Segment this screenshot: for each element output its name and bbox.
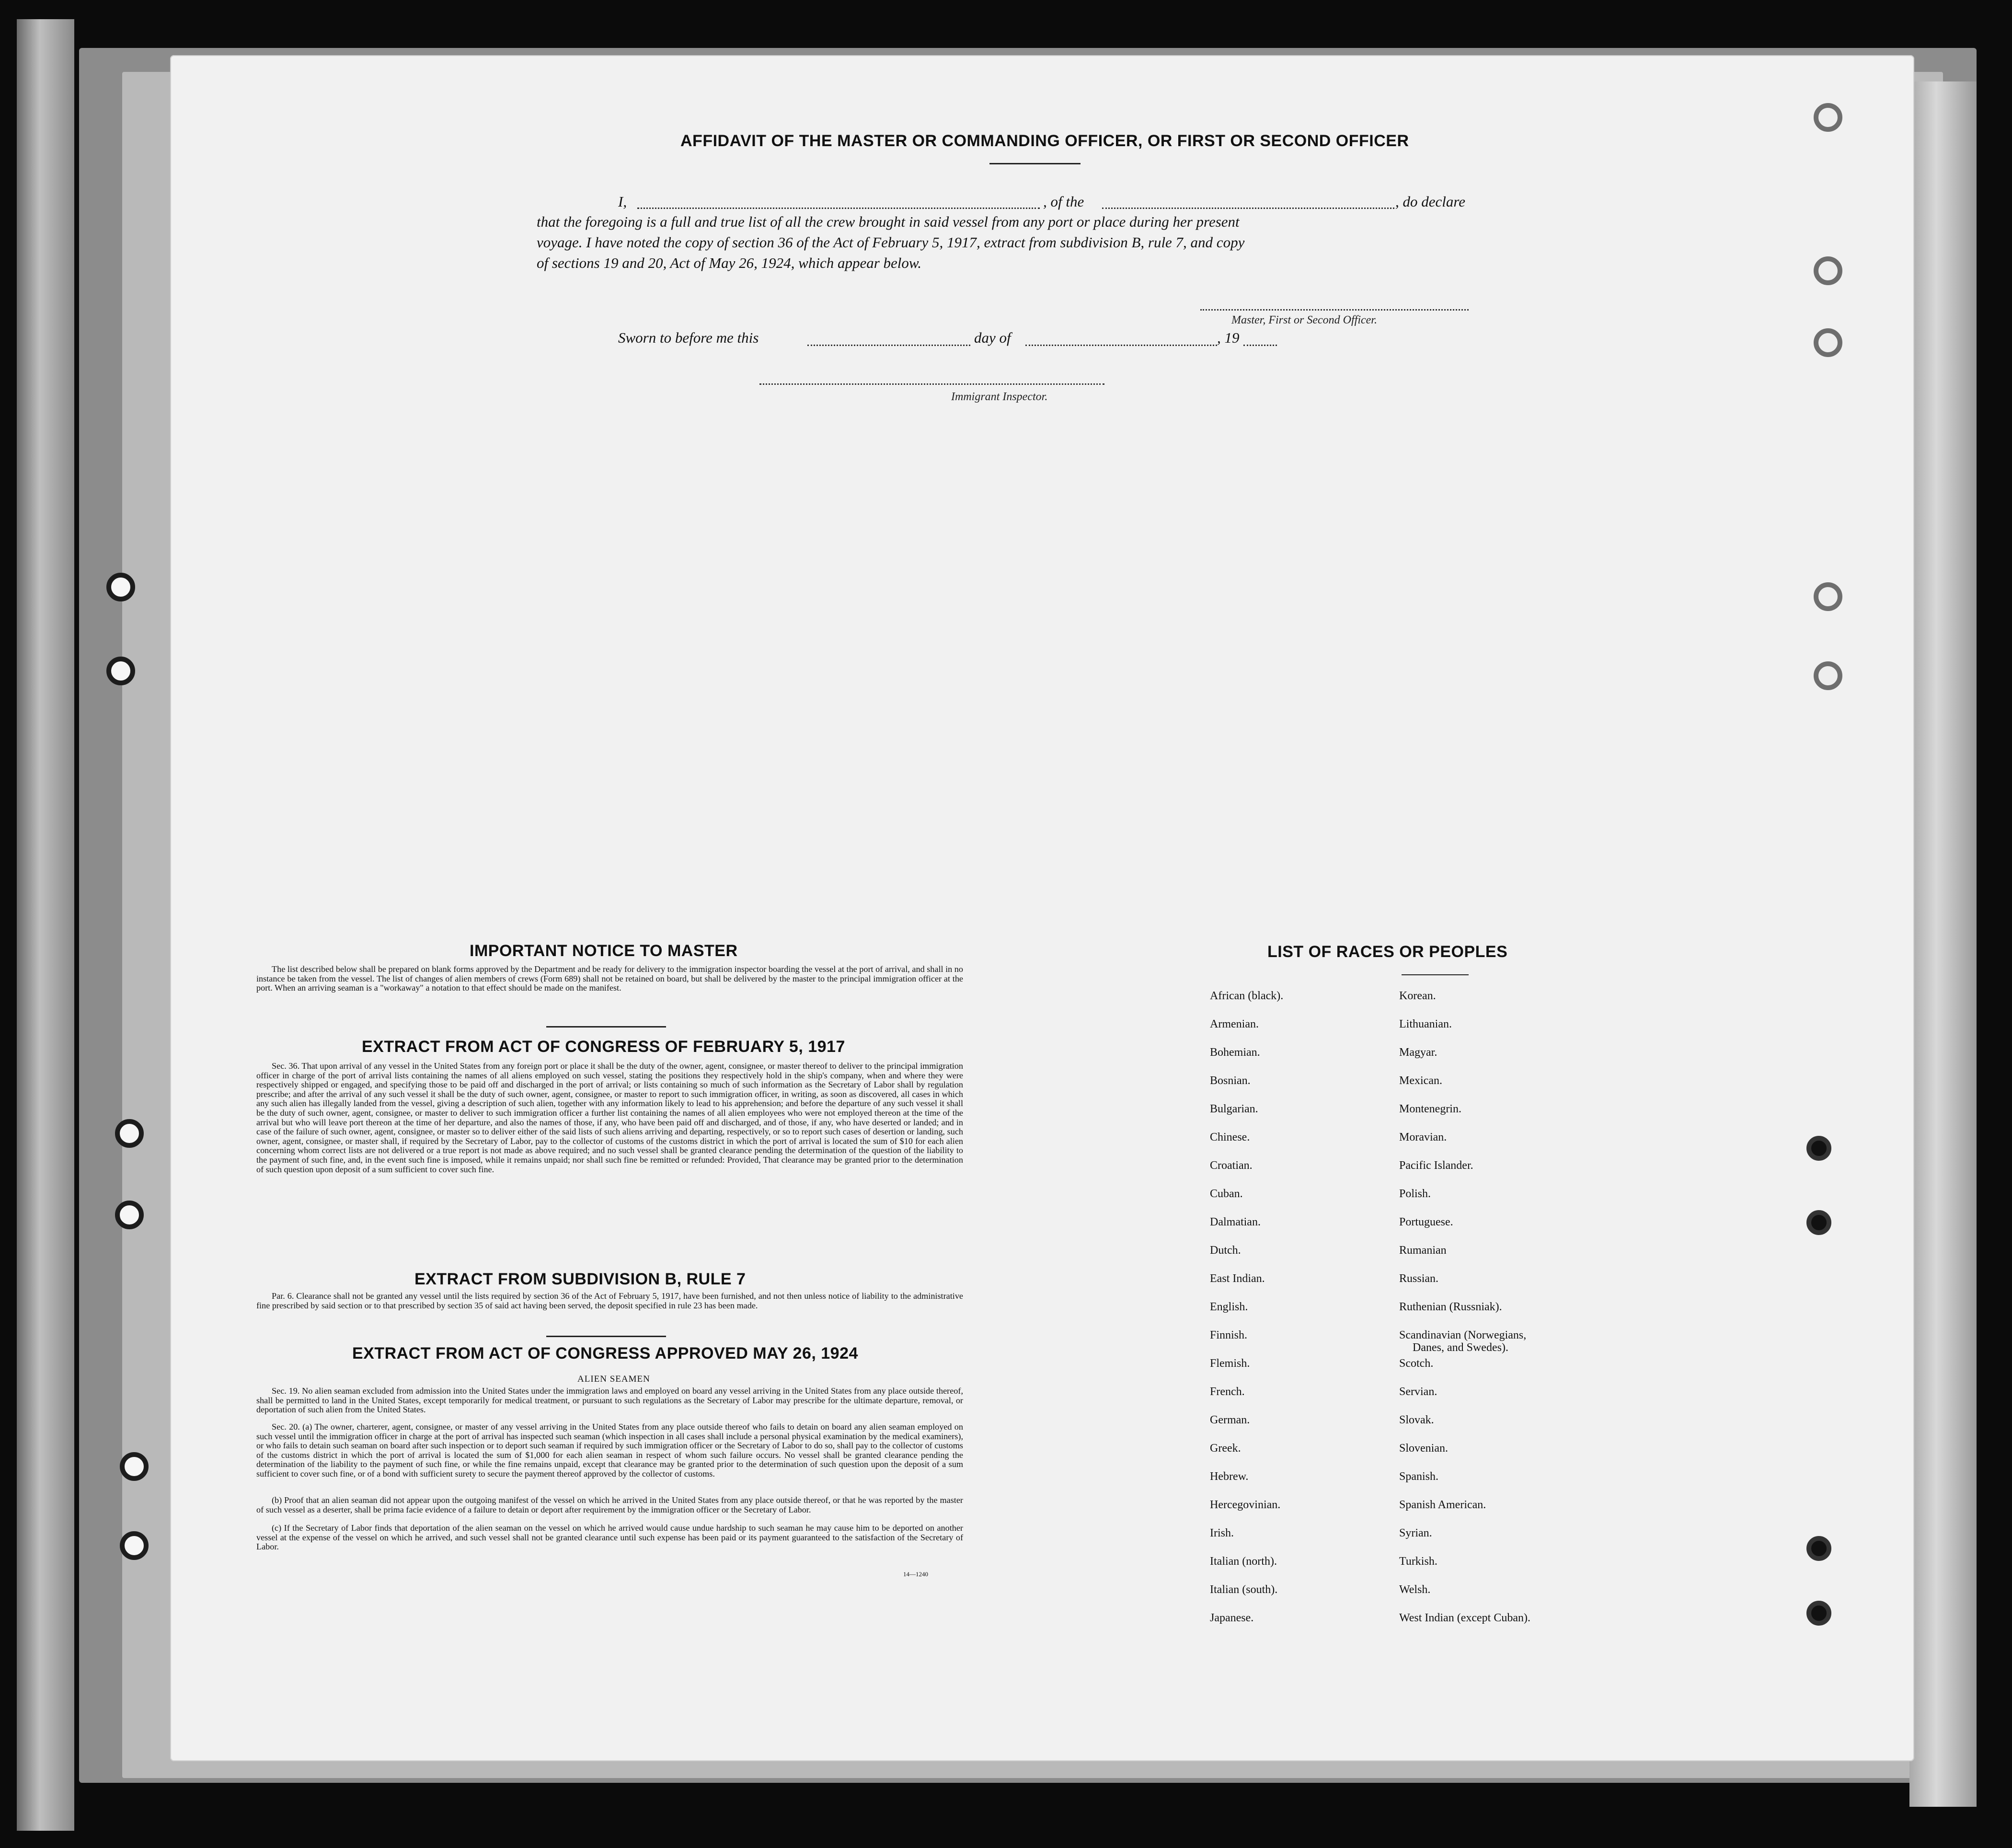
race-item: Italian (south).	[1210, 1583, 1278, 1596]
race-item: Hebrew.	[1210, 1470, 1249, 1483]
binder-hole	[115, 1119, 144, 1148]
race-item: Finnish.	[1210, 1329, 1248, 1341]
race-item: Mexican.	[1399, 1074, 1442, 1087]
extract-rule7-text: Par. 6. Clearance shall not be granted any vessel until the lists required by section 36 of the Act of February 5, 1917, have been furnished, and not then unless notice of liability to the administrative fine prescribed by said section or to that prescribed by section 35 of said act having been served, the deposit specified in rule 23 has been made.	[256, 1291, 963, 1310]
binder-hole	[106, 573, 135, 601]
blank-month[interactable]	[1025, 345, 1217, 346]
form-number: 14—1240	[903, 1571, 928, 1578]
divider	[989, 163, 1081, 164]
sec20a-text: Sec. 20. (a) The owner, charterer, agent, consignee, or master of any vessel arriving in the United States from any place outside thereof who fails to detain on board any alien seaman employed on such vessel until the immigration officer in charge at the port of arrival has inspected such seaman (which inspection in all cases shall include a personal physical examination by the medical examiners), or who fails to detain such seaman on board after such inspection or to deport such seaman if required by such immigration officer or the Secretary of Labor to do so, shall pay to the collector of customs of the customs district in which the port of arrival is located the sum of $1,000 for each alien seaman in respect of whom such failure occurs. No vessel shall be granted clearance pending the determination of the liability to the payment of such fine, or while the fine remains unpaid, except that clearance may be granted prior to the determination of such question upon the deposit of a sum sufficient to cover such fine, or of a bond with sufficient surety to secure the payment thereof approved by the collector of customs.	[256, 1422, 963, 1478]
affidavit-do-declare: , do declare	[1395, 193, 1466, 210]
race-item: Magyar.	[1399, 1046, 1437, 1059]
binder-hole	[106, 657, 135, 685]
extract-1917-text: Sec. 36. That upon arrival of any vessel in the United States from any foreign port or place it shall be the duty of the owner, agent, consignee, or master thereof to deliver to the principal immigration officer in charge of the port of arrival lists containing the names of all aliens employed on such vessel, stating the positions they respectively hold in the ship's company, when and where they were respectively shipped or engaged, and specifying those to be paid off and discharged in the port of arrival; or lists containing so much of such information as the Secretary of Labor shall by regulation prescribe; and after the arrival of any such vessel it shall be the duty of such owner, agent, consignee, or master to report to such immigration officer, in writing, as soon as discovered, all cases in which any such alien has illegally landed from the vessel, giving a description of such alien, together with any information likely to lead to his apprehension; and before the departure of any such vessel it shall be the duty of such owner, agent, consignee, or master to deliver to such immigration officer a further list containing the names of all alien employees who were not employed thereon at the time of the arrival but who will leave port thereon at the time of her departure, and also the names of those, if any, who have been paid off and discharged, and of those, if any, who have deserted or landed; and in case of the failure of such owner, agent, consignee, or master so to deliver either of the said lists of such aliens arriving and departing, respectively, or so to report such cases of desertion or landing, such owner, agent, consignee, or master shall, if required by the Secretary of Labor, pay to the collector of customs of the customs district in which the port of arrival is located the sum of $10 for each alien concerning whom correct lists are not delivered or a true report is not made as above required; and no such vessel shall be granted clearance pending the determination of the question of the liability to the payment of such fine, and, in the event such fine is imposed, while it remains unpaid; nor shall such fine be remitted or refunded: Provided, That clearance may be granted prior to the determination of such question upon deposit of a sum sufficient to cover such fine.	[256, 1061, 963, 1174]
affidavit-of-the: , of the	[1043, 193, 1084, 210]
sec19-text: Sec. 19. No alien seaman excluded from admission into the United States under the immigration laws and employed on board any vessel arriving in the United States from any place outside thereof, shall be permitted to land in the United States, except temporarily for medical treatment, or pursuant to such regulations as the Secretary of Labor may prescribe for the ultimate departure, removal, or deportation of such alien from the United States.	[256, 1386, 963, 1415]
affidavit-line4: of sections 19 and 20, Act of May 26, 1924, which appear below.	[537, 254, 922, 271]
binding-strip	[17, 19, 74, 1831]
race-item: Moravian.	[1399, 1131, 1447, 1143]
race-item: West Indian (except Cuban).	[1399, 1612, 1530, 1624]
race-item: Croatian.	[1210, 1159, 1253, 1172]
race-item: Chinese.	[1210, 1131, 1250, 1143]
divider	[546, 1026, 666, 1028]
race-item: Dalmatian.	[1210, 1216, 1261, 1228]
race-item: Flemish.	[1210, 1357, 1250, 1370]
binder-hole	[1814, 328, 1842, 357]
race-item: Bohemian.	[1210, 1046, 1260, 1059]
notice-title: IMPORTANT NOTICE TO MASTER	[470, 942, 738, 960]
race-item: Korean.	[1399, 990, 1436, 1002]
sworn-text: Sworn to before me this	[618, 329, 759, 346]
race-item: Scotch.	[1399, 1357, 1434, 1370]
race-item: Irish.	[1210, 1527, 1234, 1539]
binder-hole	[1806, 1536, 1831, 1561]
race-item: Hercegovinian.	[1210, 1499, 1281, 1511]
divider	[546, 1336, 666, 1337]
document-page	[170, 55, 1914, 1761]
race-item: Italian (north).	[1210, 1555, 1277, 1568]
race-item: Welsh.	[1399, 1583, 1431, 1596]
extract-rule7-title: EXTRACT FROM SUBDIVISION B, RULE 7	[414, 1270, 746, 1288]
race-item: Armenian.	[1210, 1018, 1259, 1030]
race-item: Ruthenian (Russniak).	[1399, 1301, 1502, 1313]
race-item: Rumanian	[1399, 1244, 1447, 1257]
race-item: German.	[1210, 1414, 1250, 1426]
binder-hole	[115, 1201, 144, 1229]
race-item: Cuban.	[1210, 1188, 1243, 1200]
race-item: Scandinavian (Norwegians,	[1399, 1329, 1527, 1341]
race-item: Dutch.	[1210, 1244, 1241, 1257]
race-item: Bosnian.	[1210, 1074, 1251, 1087]
alien-seamen-subtitle: ALIEN SEAMEN	[577, 1374, 650, 1384]
race-item: Polish.	[1399, 1188, 1431, 1200]
races-column-2	[1399, 990, 1530, 1640]
sworn-year: , 19	[1217, 329, 1240, 346]
race-item: Bulgarian.	[1210, 1103, 1258, 1115]
sec20c-text: (c) If the Secretary of Labor finds that deportation of the alien seaman on the vessel on which he arrived would cause undue hardship to such seaman he may cause him to be deported on another vessel at the expense of the vessel on which he arrived, and such vessel shall not be granted clearance until such expense has been paid or its payment guaranteed to the satisfaction of the Secretary of Labor.	[256, 1523, 963, 1552]
race-item: Slovak.	[1399, 1414, 1434, 1426]
inspector-caption: Immigrant Inspector.	[951, 391, 1048, 403]
affidavit-title: AFFIDAVIT OF THE MASTER OR COMMANDING OFFICER, OR FIRST OR SECOND OFFICER	[680, 132, 1409, 150]
race-item: Japanese.	[1210, 1612, 1254, 1624]
race-item: French.	[1210, 1386, 1245, 1398]
binder-hole	[1806, 1210, 1831, 1235]
race-item: Spanish.	[1399, 1470, 1439, 1483]
binder-hole	[1806, 1601, 1831, 1626]
binder-hole	[1814, 661, 1842, 690]
race-item: Montenegrin.	[1399, 1103, 1461, 1115]
sec20b-text: (b) Proof that an alien seaman did not appear upon the outgoing manifest of the vessel on which he arrived in the United States from any place outside thereof, or that he was reported by the master of such vessel as a deserter, shall be prima facie evidence of a failure to detain or deport after requirement by the immigration officer or the Secretary of Labor.	[256, 1495, 963, 1514]
text-i: I,	[618, 193, 627, 210]
signature-caption: Master, First or Second Officer.	[1231, 314, 1377, 326]
binder-hole	[1806, 1136, 1831, 1161]
race-item: Spanish American.	[1399, 1499, 1486, 1511]
notice-text: The list described below shall be prepared on blank forms approved by the Department and be ready for delivery to the immigration inspector boarding the vessel at the port of arrival, and shall in no instance be taken from the vessel. The list of changes of alien members of crews (Form 689) shall not be retained on board, but shall be delivered by the master to the principal immigration officer at the port. When an arriving seaman is a "workaway" a notation to that effect should be made on the manifest.	[256, 964, 963, 993]
binder-hole	[120, 1452, 149, 1481]
race-item: Lithuanian.	[1399, 1018, 1452, 1030]
races-column-1	[1210, 990, 1283, 1640]
blank-year[interactable]	[1243, 345, 1277, 346]
race-item: Greek.	[1210, 1442, 1241, 1455]
signature-line-master[interactable]	[1200, 309, 1469, 311]
divider	[1402, 974, 1469, 975]
binder-hole	[1814, 103, 1842, 132]
extract-1917-title: EXTRACT FROM ACT OF CONGRESS OF FEBRUARY 5, 1917	[362, 1038, 845, 1056]
affidavit-line2: that the foregoing is a full and true list of all the crew brought in said vessel from any port or place during her present	[537, 213, 1240, 230]
race-item: Syrian.	[1399, 1527, 1432, 1539]
race-item: Portuguese.	[1399, 1216, 1453, 1228]
signature-line-inspector[interactable]	[759, 383, 1104, 385]
affidavit-line1	[618, 193, 627, 210]
blank-day[interactable]	[807, 345, 970, 346]
race-item-continuation: Danes, and Swedes).	[1413, 1341, 1508, 1354]
race-item: English.	[1210, 1301, 1248, 1313]
blank-vessel[interactable]	[1102, 208, 1394, 209]
binder-hole	[1814, 582, 1842, 611]
binder-hole	[120, 1531, 149, 1560]
binder-hole	[1814, 256, 1842, 285]
race-item: African (black).	[1210, 990, 1284, 1002]
race-item: East Indian.	[1210, 1272, 1265, 1285]
race-item: Slovenian.	[1399, 1442, 1448, 1455]
race-item-scandinavian	[1399, 1329, 1530, 1357]
sworn-day-of: day of	[974, 329, 1011, 346]
blank-name[interactable]	[637, 208, 1040, 209]
page-edge-right	[1909, 81, 1977, 1807]
race-item: Turkish.	[1399, 1555, 1437, 1568]
race-item: Servian.	[1399, 1386, 1437, 1398]
affidavit-line3: voyage. I have noted the copy of section 36 of the Act of February 5, 1917, extract from subdivision B, rule 7, and copy	[537, 234, 1245, 251]
extract-1924-title: EXTRACT FROM ACT OF CONGRESS APPROVED MAY 26, 1924	[352, 1344, 858, 1363]
race-item: Pacific Islander.	[1399, 1159, 1473, 1172]
race-item: Russian.	[1399, 1272, 1439, 1285]
races-title: LIST OF RACES OR PEOPLES	[1267, 943, 1508, 961]
